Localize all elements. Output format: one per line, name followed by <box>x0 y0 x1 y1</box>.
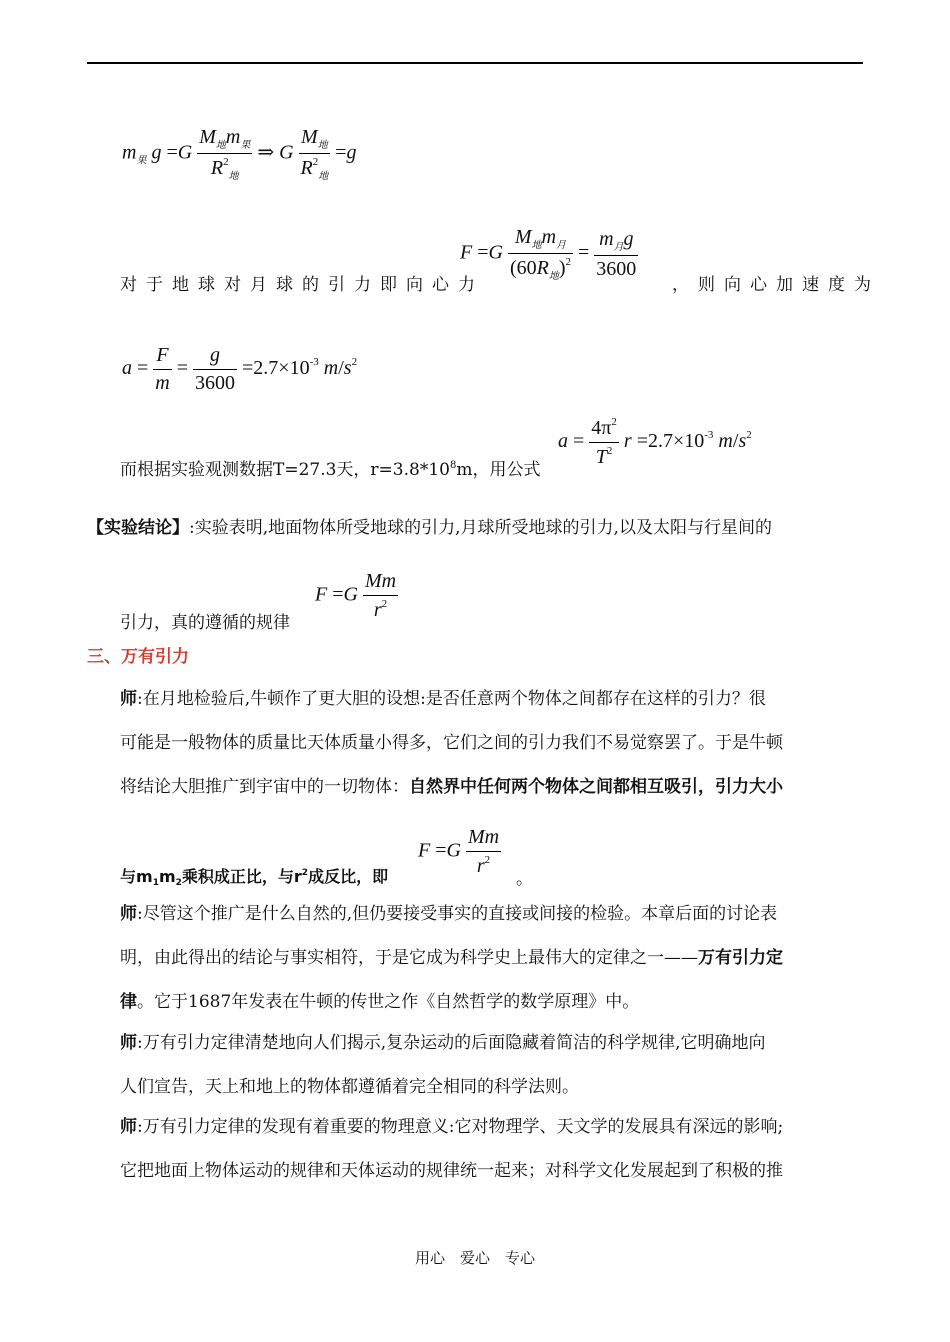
para2-line2: 明，由此得出的结论与事实相符，于是它成为科学史上最伟大的定律之一——万有引力定 <box>120 948 783 968</box>
para1-line2: 可能是一般物体的质量比天体质量小得多，它们之间的引力我们不易觉察罢了。于是牛顿 <box>120 733 783 753</box>
formula-gravitation-2: F =G $\frac{Mm}{r^2}$ <box>418 826 500 877</box>
speaker-label: 师 <box>120 1117 137 1137</box>
formula-moon-force: F =G $\frac{M_地m_月}{(60R_地)^2}$ = $\frac{m_月g}{3600}$ <box>460 226 637 282</box>
formula-acceleration: a = $\frac{F}{m}$ = $\frac{g}{3600}$ $=2.7\times 10^{-3}$ $m/s^2$ <box>122 344 358 394</box>
moon-force-tail: ，则向心加速度为 <box>672 275 880 295</box>
conclusion-line2: 引力，真的遵循的规律 <box>120 613 290 633</box>
header-rule <box>87 62 863 64</box>
speaker-label: 师 <box>120 904 137 924</box>
formula-gravitation-1: F =G $\frac{Mm}{r^2}$ <box>315 570 397 621</box>
conclusion-label: 【实验结论】 <box>87 518 189 538</box>
formula-centripetal: a = $\frac{4\pi^2}{T^2}$ $r =2.7\times 10^{-3}$ $m/s^2$ <box>558 416 752 468</box>
para1-end-mark: 。 <box>516 869 533 889</box>
speaker-label: 师 <box>120 1033 137 1053</box>
para3-line1: 师:万有引力定律清楚地向人们揭示,复杂运动的后面隐藏着简洁的科学规律,它明确地向 <box>120 1033 766 1053</box>
para1-line3: 将结论大胆推广到宇宙中的一切物体：自然界中任何两个物体之间都相互吸引，引力大小 <box>120 777 783 797</box>
para1-line4: 与m1m2乘积成正比，与$r^2$成反比，即 <box>120 867 389 888</box>
moon-force-lead: 对于地球对月球的引力即向心力 <box>120 275 484 295</box>
speaker-label: 师 <box>120 689 137 709</box>
para4-line1: 师:万有引力定律的发现有着重要的物理意义:它对物理学、天文学的发展具有深远的影响; <box>120 1117 784 1137</box>
observation-sentence: 而根据实验观测数据T=27.3天，$r=3.8*10^8m$，用公式 <box>120 460 541 480</box>
conclusion-line: 【实验结论】:实验表明,地面物体所受地球的引力,月球所受地球的引力,以及太阳与行星间的 <box>87 518 772 538</box>
page-footer: 用心 爱心 专心 <box>414 1249 535 1267</box>
formula-apple-gravity: $m_果$ g =G $\frac{M_地m_果}{R^2_地}$ ⇒ G $\frac{M_地}{R^2_地}$ =g <box>122 126 357 182</box>
para4-line2: 它把地面上物体运动的规律和天体运动的规律统一起来；对科学文化发展起到了积极的推 <box>120 1161 783 1181</box>
section-title: 三、万有引力 <box>87 647 189 667</box>
para1-line1: 师:在月地检验后,牛顿作了更大胆的设想:是否任意两个物体之间都存在这样的引力？很 <box>120 689 766 709</box>
para3-line2: 人们宣告，天上和地上的物体都遵循着完全相同的科学法则。 <box>120 1077 579 1097</box>
para2-line3: 律。它于1687年发表在牛顿的传世之作《自然哲学的数学原理》中。 <box>120 992 640 1012</box>
para2-line1: 师:尽管这个推广是什么自然的,但仍要接受事实的直接或间接的检验。本章后面的讨论表 <box>120 904 778 924</box>
